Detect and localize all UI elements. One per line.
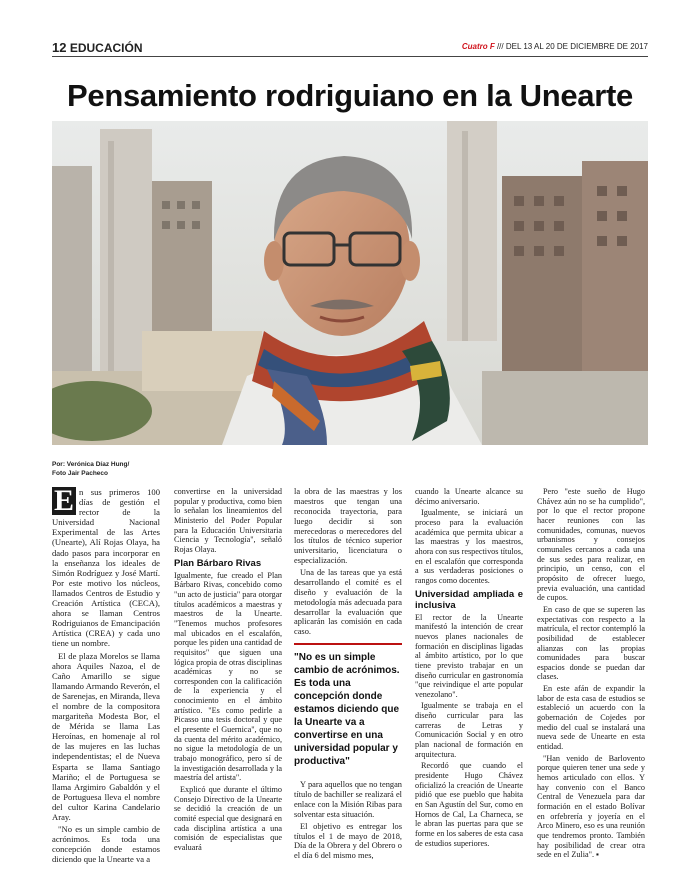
issue-info [462, 42, 648, 51]
article-column-4 [415, 487, 523, 850]
paragraph: Una de las tareas que ya está desarrollando el comité es el diseño y evaluación de la metodología más adecuada para desarrollar la evaluación que aplicarán las comisión en cada caso. [294, 568, 402, 637]
section-label [52, 40, 142, 55]
article-column-5 [537, 487, 645, 862]
separator-icon: /// [496, 42, 504, 51]
paragraph: Recordó que cuando el presidente Hugo Chávez oficializó la creación de Unearte pidió que ese pueblo que habita en San Agustín del Sur, como en Hornos de Cal, La Charneca, se le abran las puertas para que se forme en los saberes de esta casa de estudios superiores. [415, 761, 523, 848]
paragraph: Pero "este sueño de Hugo Chávez aún no se ha cumplido", por lo que el rector propone hacer reuniones con las comunidades, comunas, nuevos urbanismos y consejos comunales cercanos a cada una de sus sedes para realizar, en principio, un censo, con el propósito de ofrecer luego, previa evaluación, una cantidad de cupos. [537, 487, 645, 603]
article-column-2 [174, 487, 282, 855]
paragraph: cuando la Unearte alcance su décimo aniversario. [415, 487, 523, 506]
paragraph: Igualmente, se iniciará un proceso para la evaluación académica que permita ubicar a las maestras y los maestros, ahora con sus respectivos títulos, en el escalafón que corresponda a sus verdaderas posiciones o rangos como docentes. [415, 508, 524, 585]
paragraph: El objetivo es entregar los títulos el 1 de mayo de 2018, Día de la Obrera y del Obrero o el día 6 del mismo mes, [294, 821, 402, 861]
paragraph: El de plaza Morelos se llama ahora Aquiles Nazoa, el de Caño Amarillo se sigue llamando Armando Reverón, el de Sarenejas, en Miranda, lleva el nombre de la compositora margariteña Modesta Bor, el de Mérida se llama Las Heroínas, en homenaje al rol de las mujeres en las luchas independentistas; el de Nueva Esparta se llama Santiago Mariño; el de Portuguesa se llama Argimiro Gabaldón y el de Portuguesa lleva el nombre del cultor Karina Candelario Aray. [52, 650, 160, 822]
subheading: Universidad ampliada e inclusiva [415, 588, 523, 611]
paragraph: E n sus primeros 100 días de gestión el rector de la Universidad Nacional Experimental de las Artes (Unearte), Alí Rojas Olaya, ha dado pasos para incorporar en la enseñanza los ideales de Simón Rodríguez y José Martí. Por este motivo los núcleos, llamados Centros de Estudio y Creación Artística (CECA), ahora se llaman Centros Rodriguianos de Emancipación Artística (CREA) y cada uno tiene un nombre. [52, 484, 160, 649]
photo-credit: Foto Jair Pacheco [52, 470, 108, 477]
paragraph: En este afán de expandir la labor de esta casa de estudios se estableció un acuerdo con la gobernación de Cojedes por medio del cual se instalará una nueva sede de Unearte en esta entidad. [537, 684, 645, 752]
photo-illustration [52, 121, 648, 445]
paragraph: "Han venido de Barlovento porque quieren tener una sede y hemos articulado con ellos. Y hay convenio con el Banco Central de Venezuela para dar formación en el estado Bolívar en orfebrería y joyería en el Arco Minero, eso es una reunión que tendremos pronto. También hay posibilidad de crear otra sede en el Zulia". ▪ [537, 753, 645, 860]
article-column-1 [52, 484, 160, 866]
byline [52, 460, 172, 478]
paragraph: Explicó que durante el último Consejo Directivo de la Unearte se decidió la creación de un comité especial que designará en cada disciplina artística a una comisión de especialistas que evaluará [174, 785, 282, 852]
paragraph: Y para aquellos que no tengan título de bachiller se realizará el enlace con la Misión Ribas para solventar esta situación. [294, 780, 402, 819]
subheading: Plan Bárbaro Rivas [174, 557, 262, 569]
portrait-photo [52, 121, 648, 445]
paragraph: Igualmente, fue creado el Plan Bárbaro Rivas, concebido como "un acto de justicia" para otorgar títulos académicos a maestras y maestros de la Unearte. "Tenemos muchos profesores mal ubicados en el escalafón, porque les piden una cantidad de requisitos" que siguen una lógica propia de otras disciplinas académicas y no se corresponden con la calificación de la experiencia y el conocimiento en el ámbito artístico. "Es como pedirle a Picasso una tesis doctoral y que el presente el Guernica", que no da cuenta del mérito académico, no sigue la metodología de un trabajo monográfico, pero sí de la investigación desarrollada y la maestría del artista". [174, 570, 282, 783]
author-credit: Por: Verónica Díaz Hung/ [52, 461, 130, 468]
issue-date: DEL 13 AL 20 DE DICIEMBRE DE 2017 [505, 42, 648, 51]
drop-cap: E [54, 484, 75, 517]
paragraph: "No es un simple cambio de acrónimos. Es toda una concepción donde estamos diciendo que la Unearte va a [52, 824, 160, 865]
paragraph: Igualmente se trabaja en el diseño curricular para las carreras de Letras y Comunicación Social y en otro plan nacional de formación en arquitectura. [415, 701, 523, 759]
section-name: EDUCACIÓN [69, 41, 143, 55]
page-header [52, 38, 648, 57]
paragraph: convertirse en la universidad popular y productiva, como bien lo señalan los lineamientos del Ministerio del Poder Popular para la Educación Universitaria Ciencia y Tecnología", señaló Rojas Olaya. [174, 487, 282, 554]
paragraph: El rector de la Unearte manifestó la intención de crear nuevos planes nacionales de formación en disciplinas ligadas al ámbito artístico, por lo que tiene previsto trabajar en un diseño curricular en gastronomía "que reivindique el arte popular venezolano". [415, 612, 523, 699]
article-column-3 [294, 487, 402, 863]
paragraph: En caso de que se superen las expectativas con respecto a la matrícula, el rector contempló la posibilidad de establecer alianzas con las propias comunidades para buscar espacios donde se puedan dar clases. [537, 604, 645, 682]
paragraph: la obra de las maestras y los maestros que tengan una reconocida trayectoria, para luego decidir si son merecedoras o merecedores del los títulos de técnico superior universitario, licenciatura o especialización. [294, 487, 402, 566]
brand-logo: Cuatro F [461, 42, 495, 51]
pull-quote: "No es un simple cambio de acrónimos. Es toda una concepción donde estamos diciendo que la Unearte va a convertirse en una universidad popular y productiva" [294, 643, 402, 768]
page-number: 12 [52, 40, 67, 55]
headline: Pensamiento rodriguiano en la Unearte [67, 78, 633, 113]
